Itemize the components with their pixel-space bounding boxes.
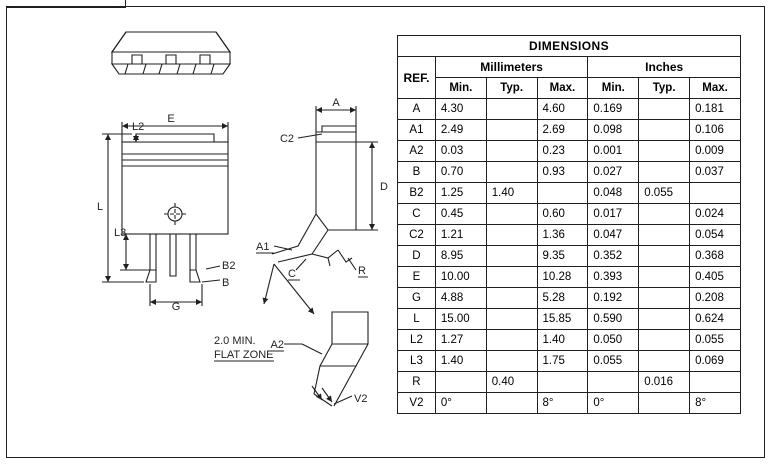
cell-in-max: 0.054 (690, 225, 741, 246)
cell-mm-min: 0° (435, 393, 486, 414)
cell-mm-typ (486, 351, 537, 372)
cell-ref: B2 (398, 183, 436, 204)
view-front (102, 122, 228, 306)
cell-in-min: 0.047 (588, 225, 639, 246)
cell-in-typ (639, 288, 690, 309)
cell-in-min: 0.050 (588, 330, 639, 351)
cell-in-typ (639, 162, 690, 183)
cell-mm-max: 1.36 (537, 225, 588, 246)
cell-in-max: 0.024 (690, 204, 741, 225)
table-row (398, 309, 741, 330)
cell-mm-typ (486, 393, 537, 414)
table-row (398, 141, 741, 162)
cell-mm-max: 8° (537, 393, 588, 414)
cell-in-typ: 0.055 (639, 183, 690, 204)
cell-in-min: 0.055 (588, 351, 639, 372)
cell-mm-min: 1.21 (435, 225, 486, 246)
header-inches: Inches (588, 57, 741, 78)
table-row (398, 204, 741, 225)
cell-mm-min (435, 372, 486, 393)
cell-ref: L2 (398, 330, 436, 351)
table-row (398, 330, 741, 351)
cell-mm-typ (486, 288, 537, 309)
header-mm-typ: Typ. (486, 78, 537, 99)
cell-in-min (588, 372, 639, 393)
cell-in-typ (639, 309, 690, 330)
cell-in-max: 0.106 (690, 120, 741, 141)
cell-ref: A1 (398, 120, 436, 141)
cell-in-typ (639, 330, 690, 351)
cell-in-min: 0.169 (588, 99, 639, 120)
cell-ref: D (398, 246, 436, 267)
cell-mm-min: 4.88 (435, 288, 486, 309)
cell-ref: L (398, 309, 436, 330)
cell-ref: A (398, 99, 436, 120)
label-C: C (288, 268, 296, 280)
header-mm-max: Max. (537, 78, 588, 99)
cell-ref: E (398, 267, 436, 288)
cell-in-typ (639, 99, 690, 120)
table-row (398, 225, 741, 246)
cell-mm-min: 1.25 (435, 183, 486, 204)
cell-ref: C2 (398, 225, 436, 246)
cell-mm-max: 2.69 (537, 120, 588, 141)
cell-ref: L3 (398, 351, 436, 372)
cell-in-max: 0.405 (690, 267, 741, 288)
cell-mm-typ (486, 204, 537, 225)
cell-mm-max: 5.28 (537, 288, 588, 309)
cell-mm-min: 8.95 (435, 246, 486, 267)
view-flat-zone-detail (284, 312, 368, 406)
cell-in-typ (639, 141, 690, 162)
cell-ref: A2 (398, 141, 436, 162)
cell-mm-typ: 0.40 (486, 372, 537, 393)
label-L3: L3 (114, 227, 127, 239)
cell-mm-max: 0.60 (537, 204, 588, 225)
cell-mm-min: 10.00 (435, 267, 486, 288)
cell-mm-min: 15.00 (435, 309, 486, 330)
cell-mm-min: 0.45 (435, 204, 486, 225)
label-L2: L2 (132, 121, 145, 133)
cell-mm-max: 15.85 (537, 309, 588, 330)
cell-mm-max: 1.40 (537, 330, 588, 351)
cell-mm-max: 0.23 (537, 141, 588, 162)
table-row (398, 372, 741, 393)
cell-mm-typ (486, 141, 537, 162)
table-row (398, 267, 741, 288)
cell-mm-typ (486, 120, 537, 141)
cell-in-typ: 0.016 (639, 372, 690, 393)
cell-mm-min: 0.03 (435, 141, 486, 162)
label-flat-zone: FLAT ZONE (214, 349, 274, 361)
cell-ref: B (398, 162, 436, 183)
cell-mm-min: 1.27 (435, 330, 486, 351)
cell-in-typ (639, 204, 690, 225)
cell-mm-max: 4.60 (537, 99, 588, 120)
cell-mm-min: 1.40 (435, 351, 486, 372)
cell-in-max (690, 183, 741, 204)
cell-mm-typ (486, 99, 537, 120)
cell-in-min: 0.590 (588, 309, 639, 330)
table-title: DIMENSIONS (398, 36, 741, 57)
table-row (398, 162, 741, 183)
table-row (398, 393, 741, 414)
label-E: E (167, 113, 175, 125)
cell-in-max: 8° (690, 393, 741, 414)
cell-mm-typ (486, 330, 537, 351)
cell-mm-typ (486, 309, 537, 330)
table-row (398, 99, 741, 120)
table-header-units-row (398, 57, 741, 78)
header-in-min: Min. (588, 78, 639, 99)
table-row (398, 120, 741, 141)
table-row (398, 351, 741, 372)
view-top-isometric (112, 32, 230, 74)
cell-in-typ (639, 393, 690, 414)
header-in-max: Max. (690, 78, 741, 99)
cell-in-max: 0.181 (690, 99, 741, 120)
label-flat-zone-min: 2.0 MIN. (214, 335, 256, 347)
cell-in-min: 0.017 (588, 204, 639, 225)
cell-ref: G (398, 288, 436, 309)
label-B: B (222, 277, 230, 289)
dimensions-table (397, 35, 741, 414)
cell-in-max: 0.208 (690, 288, 741, 309)
header-ref: REF. (398, 57, 436, 99)
label-C2: C2 (279, 133, 294, 145)
header-in-typ: Typ. (639, 78, 690, 99)
cell-in-typ (639, 246, 690, 267)
label-A2: A2 (270, 339, 284, 351)
cell-in-max: 0.009 (690, 141, 741, 162)
cell-in-typ (639, 267, 690, 288)
cell-mm-typ (486, 246, 537, 267)
cell-mm-typ: 1.40 (486, 183, 537, 204)
label-B2: B2 (222, 260, 236, 272)
cell-in-max: 0.624 (690, 309, 741, 330)
page-border-notch (6, 0, 126, 8)
cell-in-min: 0.098 (588, 120, 639, 141)
cell-in-max (690, 372, 741, 393)
cell-mm-min: 2.49 (435, 120, 486, 141)
label-G: G (171, 301, 181, 313)
cell-in-min: 0° (588, 393, 639, 414)
cell-in-max: 0.368 (690, 246, 741, 267)
cell-in-min: 0.192 (588, 288, 639, 309)
header-millimeters: Millimeters (435, 57, 587, 78)
cell-in-max: 0.037 (690, 162, 741, 183)
cell-ref: V2 (398, 393, 436, 414)
cell-mm-typ (486, 225, 537, 246)
cell-in-min: 0.352 (588, 246, 639, 267)
cell-mm-typ (486, 267, 537, 288)
cell-mm-max: 9.35 (537, 246, 588, 267)
cell-ref: R (398, 372, 436, 393)
label-A: A (332, 97, 340, 109)
cell-mm-max: 1.75 (537, 351, 588, 372)
header-mm-min: Min. (435, 78, 486, 99)
cell-mm-min: 4.30 (435, 99, 486, 120)
cell-in-typ (639, 120, 690, 141)
cell-in-min: 0.048 (588, 183, 639, 204)
package-drawing (16, 14, 388, 450)
cell-mm-max (537, 372, 588, 393)
cell-in-typ (639, 351, 690, 372)
table-row (398, 288, 741, 309)
table-row (398, 246, 741, 267)
cell-mm-typ (486, 162, 537, 183)
cell-in-min: 0.001 (588, 141, 639, 162)
cell-in-max: 0.069 (690, 351, 741, 372)
package-drawing-svg (16, 14, 388, 450)
cell-mm-max (537, 183, 588, 204)
table-header-sub-row (398, 78, 741, 99)
cell-mm-max: 10.28 (537, 267, 588, 288)
label-A1: A1 (256, 241, 270, 253)
cell-in-min: 0.393 (588, 267, 639, 288)
cell-mm-max: 0.93 (537, 162, 588, 183)
cell-ref: C (398, 204, 436, 225)
cell-in-max: 0.055 (690, 330, 741, 351)
label-L: L (96, 201, 104, 213)
cell-in-min: 0.027 (588, 162, 639, 183)
label-R: R (358, 265, 366, 277)
table-row (398, 183, 741, 204)
cell-mm-min: 0.70 (435, 162, 486, 183)
label-D: D (380, 181, 388, 193)
table-header-title-row (398, 36, 741, 57)
dimensions-table-body (398, 99, 741, 414)
dimensions-table-container (397, 35, 741, 414)
label-V2: V2 (354, 393, 368, 405)
cell-in-typ (639, 225, 690, 246)
